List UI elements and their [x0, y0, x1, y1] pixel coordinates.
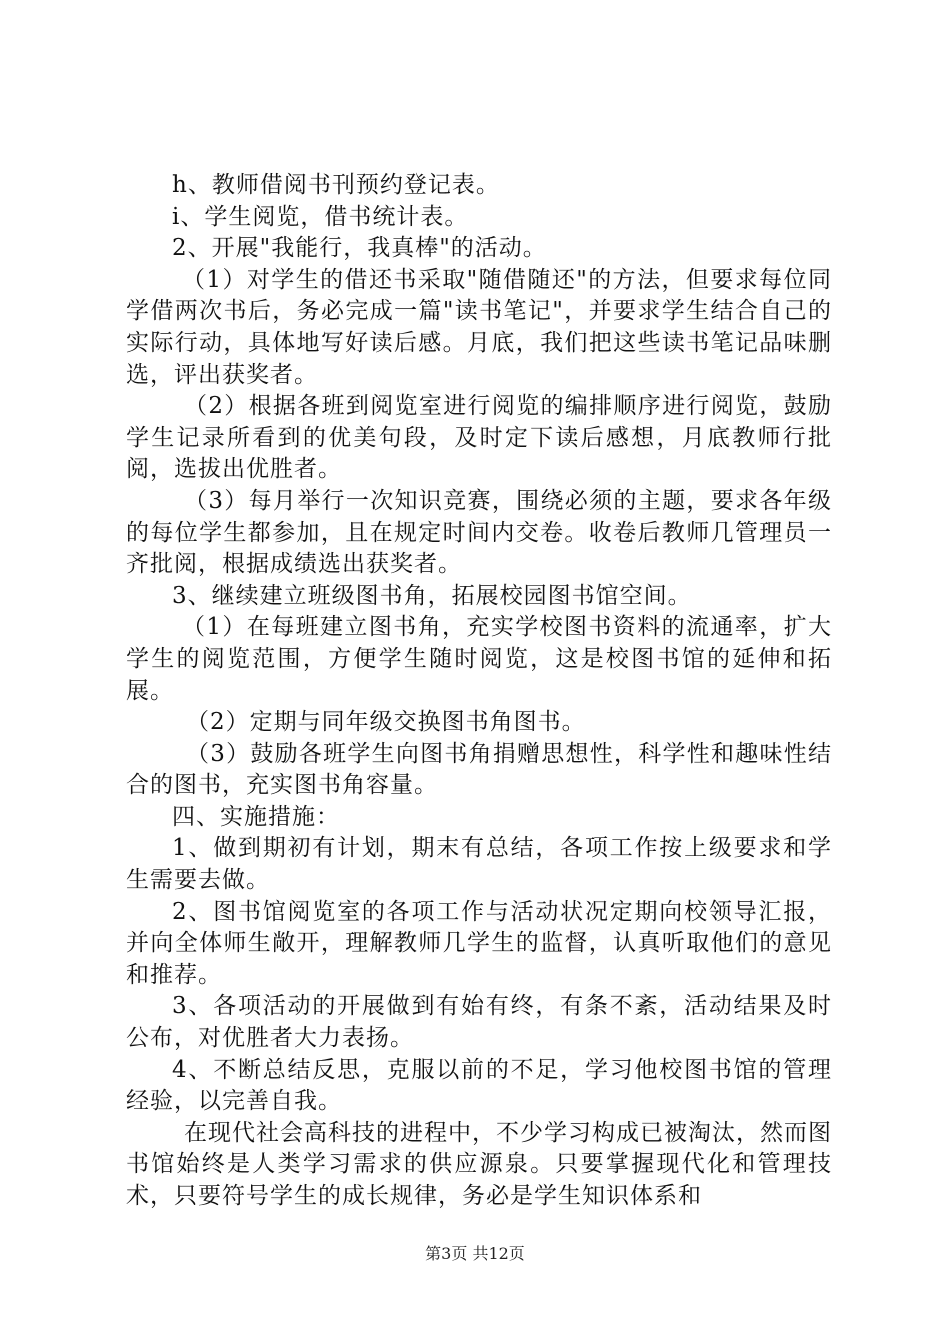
- section-heading-4: 四、实施措施：: [172, 803, 340, 830]
- paragraph-i: i、学生阅览，借书统计表。: [172, 203, 469, 230]
- paragraph-h: h、教师借阅书刊预约登记表。: [172, 172, 500, 198]
- paragraph-2-2: （2）根据各班到阅览室进行阅览的编排顺序进行阅览，鼓励学生记录所看到的优美句段，及时定下读后感想，月底教师行批阅，选拔出优胜者。: [126, 393, 832, 483]
- paragraph-3-1: （1）在每班建立图书角，充实学校图书资料的流通率，扩大学生的阅览范围，方便学生随时阅览，这是校图书馆的延伸和拓展。: [126, 614, 832, 704]
- paragraph-2-1: （1）对学生的借还书采取"随借随还"的方法，但要求每位同学借两次书后，务必完成一篇"读书笔记"，并要求学生结合自己的实际行动，具体地写好读后感。月底，我们把这些读书笔记品味删选，评出获奖者。: [126, 266, 832, 388]
- page-number: 第3页 共12页: [425, 1244, 525, 1263]
- paragraph-section-3: 3、继续建立班级图书角，拓展校园图书馆空间。: [172, 582, 692, 609]
- paragraph-conclusion: 在现代社会高科技的进程中，不少学习构成已被淘汰，然而图书馆始终是人类学习需求的供应源泉。只要掌握现代化和管理技术，只要符号学生的成长规律，务必是学生知识体系和: [126, 1119, 832, 1209]
- paragraph-4-3: 3、各项活动的开展做到有始有终，有条不紊，活动结果及时公布，对优胜者大力表扬。: [126, 993, 832, 1052]
- paragraph-section-2: 2、开展"我能行，我真棒"的活动。: [172, 235, 547, 262]
- paragraph-3-3: （3）鼓励各班学生向图书角捐赠思想性，科学性和趣味性结合的图书，充实图书角容量。: [126, 740, 832, 799]
- document-body: [126, 170, 832, 1213]
- paragraph-2-3: （3）每月举行一次知识竞赛，围绕必须的主题，要求各年级的每位学生都参加，且在规定时间内交卷。收卷后教师几管理员一齐批阅，根据成绩选出获奖者。: [126, 487, 832, 578]
- paragraph-4-1: 1、做到期初有计划，期末有总结，各项工作按上级要求和学生需要去做。: [126, 835, 832, 894]
- paragraph-3-2: （2）定期与同年级交换图书角图书。: [186, 709, 586, 736]
- paragraph-4-2: 2、图书馆阅览室的各项工作与活动状况定期向校领导汇报，并向全体师生敞开，理解教师几学生的监督，认真听取他们的意见和推荐。: [126, 898, 832, 988]
- paragraph-4-4: 4、不断总结反思，克服以前的不足，学习他校图书馆的管理经验，以完善自我。: [126, 1056, 832, 1115]
